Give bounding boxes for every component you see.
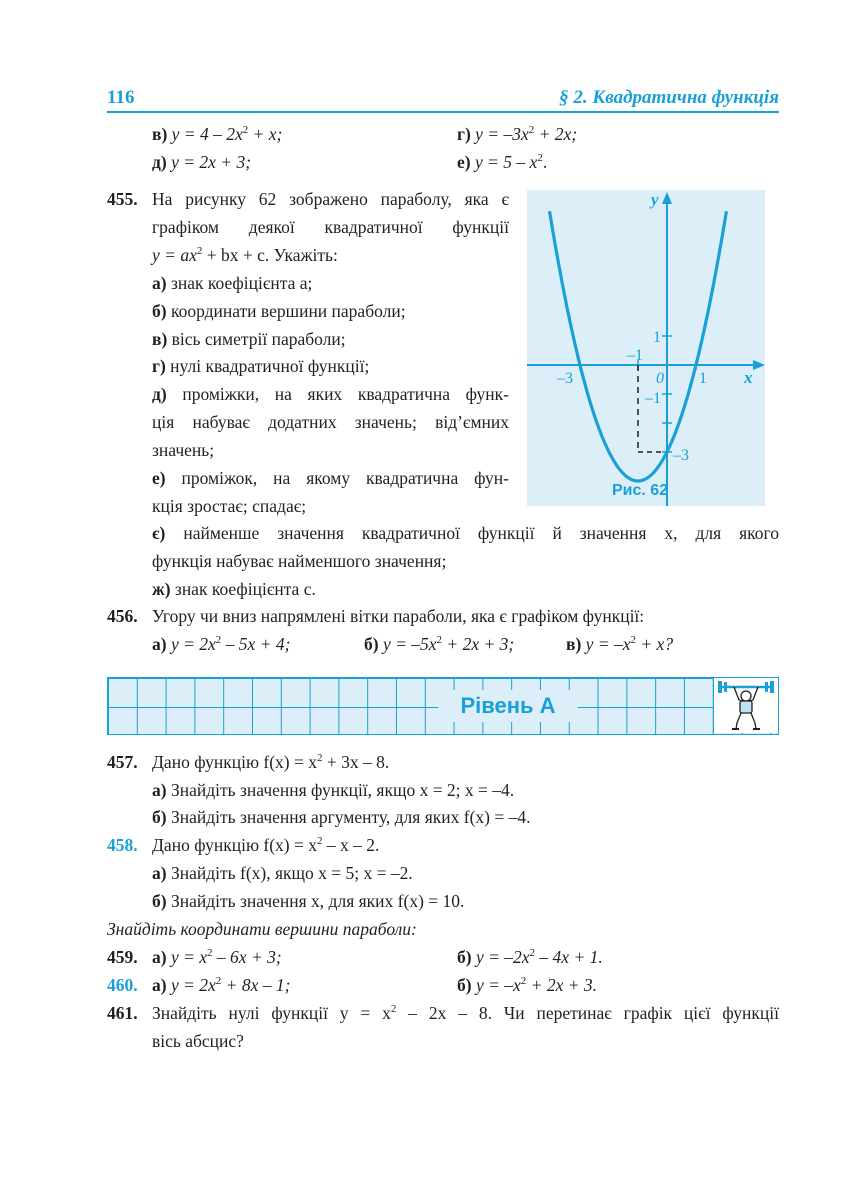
x-axis-label: x — [744, 368, 753, 387]
exercise-455-d-line3: значень; — [152, 440, 215, 460]
exercise-455-number: 455. — [107, 189, 138, 209]
exercise-455-a: а) знак коефіцієнта a; — [152, 273, 313, 293]
exercise-455-e-line1: е) проміжок, на якому квадратична фун- — [152, 468, 509, 488]
exercise-460-number: 460. — [107, 975, 138, 995]
x-tick-label-1: 1 — [699, 370, 707, 387]
exercise-461-line1: Знайдіть нулі функції $y = x^2 - 2x - 8$. Чи перетинає графік цієї функції — [152, 1003, 779, 1023]
exercise-457-b: б) Знайдіть значення аргументу, для яких f(x) = –4. — [152, 807, 531, 827]
exercise-458-intro: Дано функцію $f(x) = x^2 - x - 2$. — [152, 835, 380, 855]
figure-caption: Рис. 62 — [612, 482, 669, 499]
exercise-455-ye-line1: є) найменше значення квадратичної функції й значення x, для якого — [152, 523, 779, 543]
exercise-455-e-line2: кція зростає; спадає; — [152, 496, 307, 516]
exercise-457-intro: Дано функцію $f(x) = x^2 + 3x - 8$. — [152, 752, 390, 772]
exercise-456-question: Угору чи вниз напрямлені вітки параболи, яка є графіком функції: — [152, 606, 645, 626]
exercise-457-a: а) Знайдіть значення функції, якщо x = 2; x = –4. — [152, 780, 515, 800]
prev-item-v: в) $y = 4 - 2x^2 + x$; — [152, 124, 283, 144]
level-banner — [107, 677, 779, 735]
exercise-456-b: б) $y = -5x^2 + 2x + 3$; — [364, 634, 515, 654]
y-tick-label-1: 1 — [653, 329, 661, 346]
exercise-460-a: а) $y = 2x^2 + 8x - 1$; — [152, 975, 291, 995]
exercise-460-b: б) $y = -x^2 + 2x + 3$. — [457, 975, 598, 995]
exercise-455-line2: графіком деякої квадратичної функції — [152, 217, 509, 237]
exercise-456-v: в) $y = -x^2 + x$? — [566, 634, 674, 654]
exercise-459-a: а) $y = x^2 - 6x + 3$; — [152, 947, 282, 967]
y-axis-label: y — [651, 190, 659, 209]
exercise-455-d-line1: д) проміжки, на яких квадратична функ- — [152, 384, 510, 404]
y-tick-label-m1: –1 — [645, 390, 661, 407]
exercise-455-v: в) вісь симетрії параболи; — [152, 329, 346, 349]
y-tick-label-m3: –3 — [673, 447, 689, 464]
exercise-455-ye-line2: функція набуває найменшого значення; — [152, 551, 447, 571]
exercise-461-number: 461. — [107, 1003, 138, 1023]
header-rule — [107, 111, 779, 113]
x-tick-label-m3: –3 — [557, 370, 573, 387]
prev-item-d: д) y = 2x + 3; — [152, 152, 252, 172]
exercise-456-number: 456. — [107, 606, 138, 626]
figure-background — [527, 190, 765, 506]
exercise-455-b: б) координати вершини параболи; — [152, 301, 406, 321]
exercise-455-g: г) нулі квадратичної функції; — [152, 356, 370, 376]
exercise-458-a: а) Знайдіть f(x), якщо x = 5; x = –2. — [152, 863, 413, 883]
prev-item-g: г) $y = -3x^2 + 2x$; — [457, 124, 578, 144]
exercise-458-b: б) Знайдіть значення x, для яких f(x) = 10. — [152, 891, 465, 911]
exercise-457-number: 457. — [107, 752, 138, 772]
weightlifter-icon — [713, 678, 778, 733]
exercise-455-line1: На рисунку 62 зображено параболу, яка є — [152, 189, 509, 209]
exercise-459-b: б) $y = -2x^2 - 4x + 1$. — [457, 947, 603, 967]
level-title: Рівень А — [438, 690, 578, 722]
exercise-455-zh: ж) знак коефіцієнта c. — [152, 579, 316, 599]
origin-label: 0 — [656, 370, 664, 387]
page-number: 116 — [107, 87, 135, 108]
exercise-459-number: 459. — [107, 947, 138, 967]
exercise-455-line3: $y = ax^2$ + bx + c. Укажіть: — [152, 245, 338, 265]
figure-62-parabola — [527, 190, 765, 506]
instruction-text: Знайдіть координати вершини параболи: — [107, 919, 417, 939]
prev-item-e: е) $y = 5 - x^2$. — [457, 152, 548, 172]
exercise-455-d-line2: ція набуває додатних значень; від’ємних — [152, 412, 509, 432]
exercise-456-a: а) $y = 2x^2 - 5x + 4$; — [152, 634, 291, 654]
section-title: § 2. Квадратична функція — [559, 87, 779, 108]
exercise-461-line2: вісь абсцис? — [152, 1031, 244, 1051]
x-tick-label-m1: –1 — [627, 347, 643, 364]
exercise-458-number: 458. — [107, 835, 138, 855]
